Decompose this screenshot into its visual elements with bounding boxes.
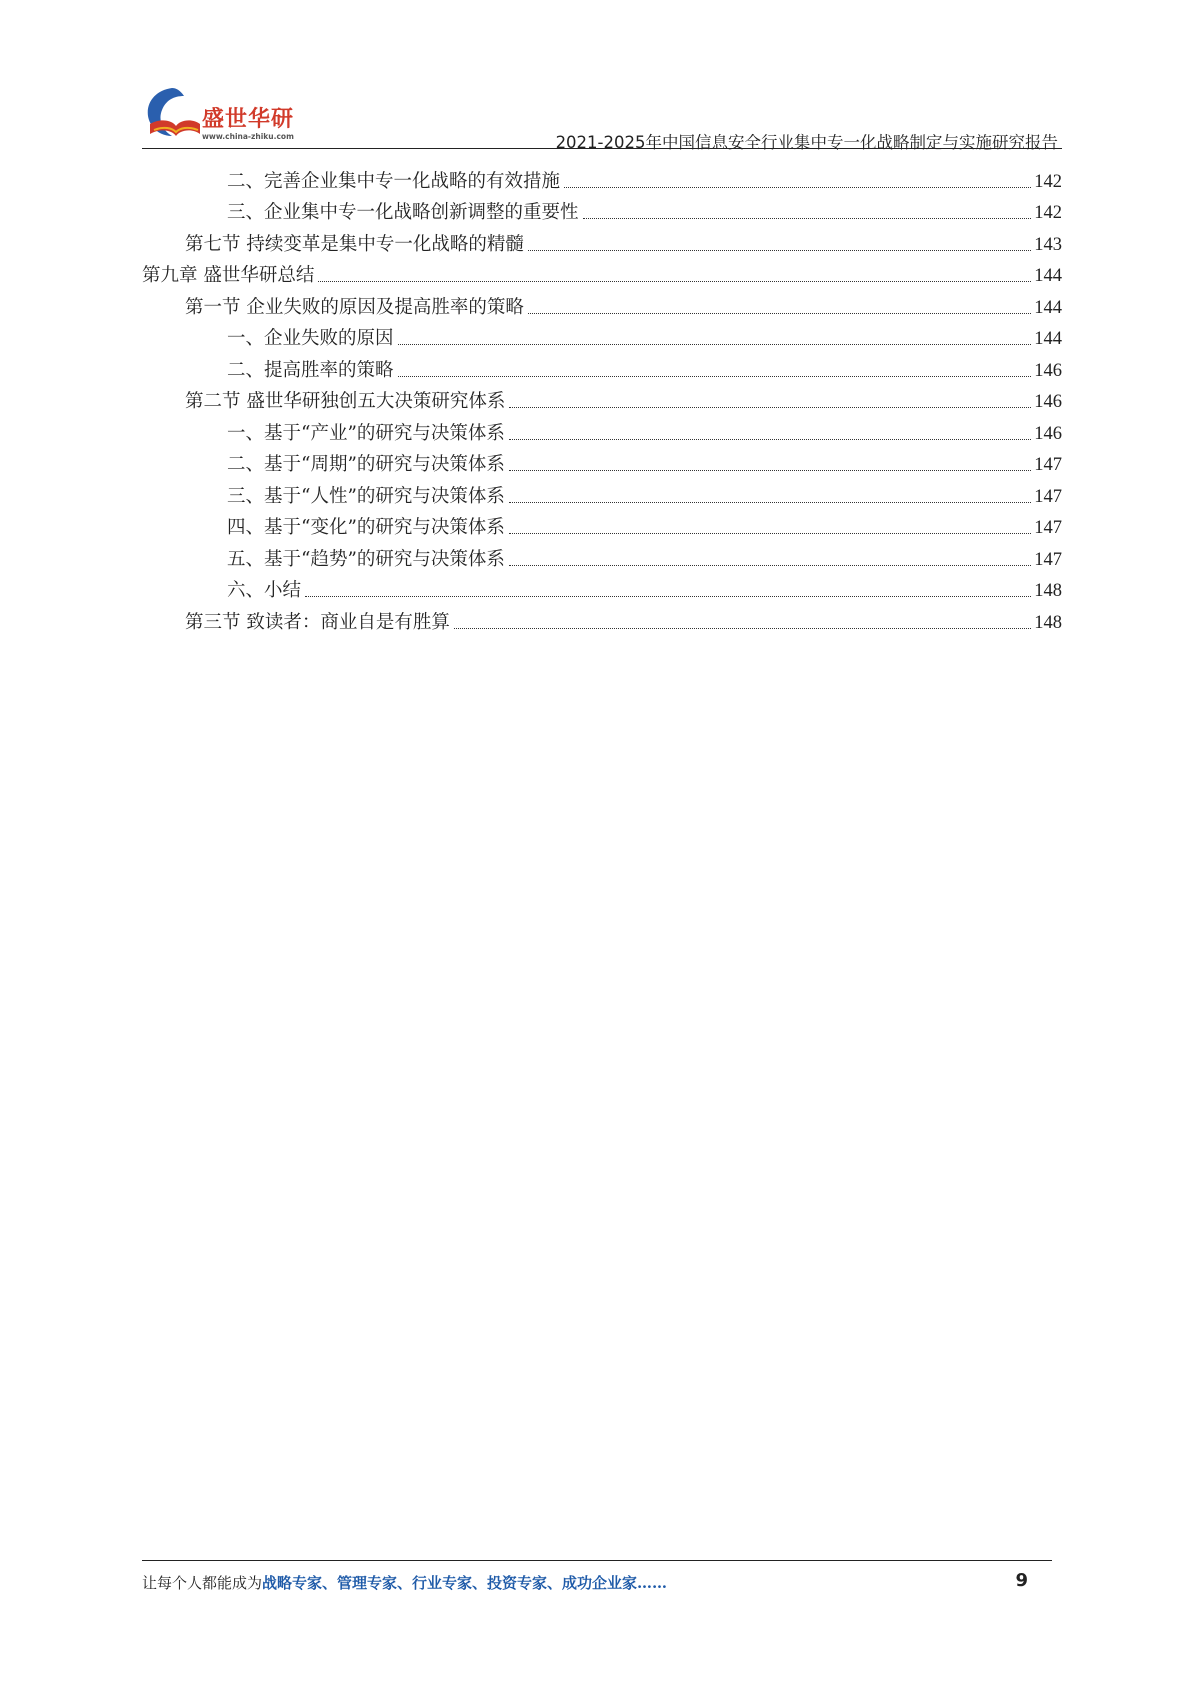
toc-dot-leader — [564, 187, 1031, 188]
toc-dot-leader — [509, 470, 1031, 471]
toc-entry-title: 三、企业集中专一化战略创新调整的重要性 — [227, 202, 579, 223]
toc-dot-leader — [528, 313, 1031, 314]
toc-entry[interactable] — [142, 162, 1062, 194]
toc-entry-title: 二、基于“周期”的研究与决策体系 — [227, 454, 505, 475]
toc-entry-title: 二、提高胜率的策略 — [227, 359, 394, 381]
toc-entry-page: 143 — [1034, 234, 1062, 255]
header-divider — [142, 148, 1062, 149]
toc-entry-page: 146 — [1034, 360, 1062, 381]
toc-entry-title: 第一节 企业失败的原因及提高胜率的策略 — [185, 296, 524, 318]
slogan-highlight: 战略专家、管理专家、行业专家、投资专家、成功企业家…… — [262, 1574, 668, 1592]
toc-entry-title: 第二节 盛世华研独创五大决策研究体系 — [185, 391, 506, 412]
toc-entry-title: 第九章 盛世华研总结 — [142, 265, 315, 286]
toc-dot-leader — [509, 565, 1031, 566]
page-number: 9 — [1015, 1570, 1028, 1591]
toc-entry-page: 146 — [1034, 423, 1062, 444]
company-logo — [142, 78, 332, 148]
toc-entry-title: 一、企业失败的原因 — [227, 328, 394, 349]
footer-divider — [142, 1560, 1052, 1561]
toc-dot-leader — [509, 502, 1031, 503]
toc-entry-page: 147 — [1034, 549, 1062, 570]
toc-entry[interactable] — [142, 603, 1062, 635]
toc-entry-page: 142 — [1034, 203, 1062, 223]
table-of-contents — [142, 162, 1062, 635]
logo-name: 盛世华研 — [202, 107, 295, 132]
page-header — [142, 78, 1062, 152]
toc-entry[interactable] — [142, 477, 1062, 509]
toc-dot-leader — [509, 407, 1031, 408]
toc-entry[interactable] — [142, 572, 1062, 604]
toc-dot-leader — [398, 344, 1032, 345]
toc-entry-page: 144 — [1034, 266, 1062, 286]
toc-entry-page: 147 — [1034, 455, 1062, 475]
toc-dot-leader — [398, 376, 1032, 377]
logo-url: www.china-zhiku.com — [202, 132, 294, 141]
toc-entry-title: 第七节 持续变革是集中专一化战略的精髓 — [185, 233, 524, 255]
toc-entry-title: 六、小结 — [227, 580, 302, 601]
slogan-prefix: 让每个人都能成为 — [142, 1574, 263, 1592]
toc-entry-page: 147 — [1034, 518, 1062, 538]
toc-dot-leader — [305, 596, 1031, 597]
toc-entry[interactable] — [142, 257, 1062, 289]
logo-emblem-icon — [142, 84, 204, 144]
toc-entry[interactable] — [142, 383, 1062, 415]
toc-entry-page: 144 — [1034, 297, 1062, 318]
toc-entry-title: 四、基于“变化”的研究与决策体系 — [227, 517, 505, 538]
toc-entry[interactable] — [142, 540, 1062, 572]
page-footer — [142, 1570, 1028, 1602]
toc-entry[interactable] — [142, 320, 1062, 352]
toc-entry[interactable] — [142, 351, 1062, 383]
toc-entry[interactable] — [142, 225, 1062, 257]
toc-dot-leader — [509, 439, 1031, 440]
toc-entry[interactable] — [142, 509, 1062, 541]
report-title: 2021-2025年中国信息安全行业集中专一化战略制定与实施研究报告 — [555, 133, 1058, 152]
toc-dot-leader — [583, 218, 1032, 219]
toc-entry-page: 148 — [1034, 612, 1062, 633]
toc-entry-page: 144 — [1034, 329, 1062, 349]
toc-dot-leader — [318, 281, 1031, 282]
toc-entry-title: 三、基于“人性”的研究与决策体系 — [227, 485, 505, 507]
toc-entry-title: 五、基于“趋势”的研究与决策体系 — [227, 548, 505, 570]
toc-entry-title: 一、基于“产业”的研究与决策体系 — [227, 422, 505, 444]
toc-dot-leader — [509, 533, 1031, 534]
toc-entry-title: 第三节 致读者：商业自是有胜算 — [185, 611, 450, 633]
toc-entry[interactable] — [142, 288, 1062, 320]
toc-entry[interactable] — [142, 414, 1062, 446]
toc-dot-leader — [528, 250, 1031, 251]
toc-entry[interactable] — [142, 194, 1062, 226]
toc-entry-page: 146 — [1034, 392, 1062, 412]
toc-dot-leader — [454, 628, 1031, 629]
toc-entry-page: 142 — [1034, 171, 1062, 192]
footer-slogan — [142, 1572, 667, 1593]
toc-entry-page: 147 — [1034, 486, 1062, 507]
toc-entry-title: 二、完善企业集中专一化战略的有效措施 — [227, 170, 561, 192]
toc-entry[interactable] — [142, 446, 1062, 478]
toc-entry-page: 148 — [1034, 581, 1062, 601]
